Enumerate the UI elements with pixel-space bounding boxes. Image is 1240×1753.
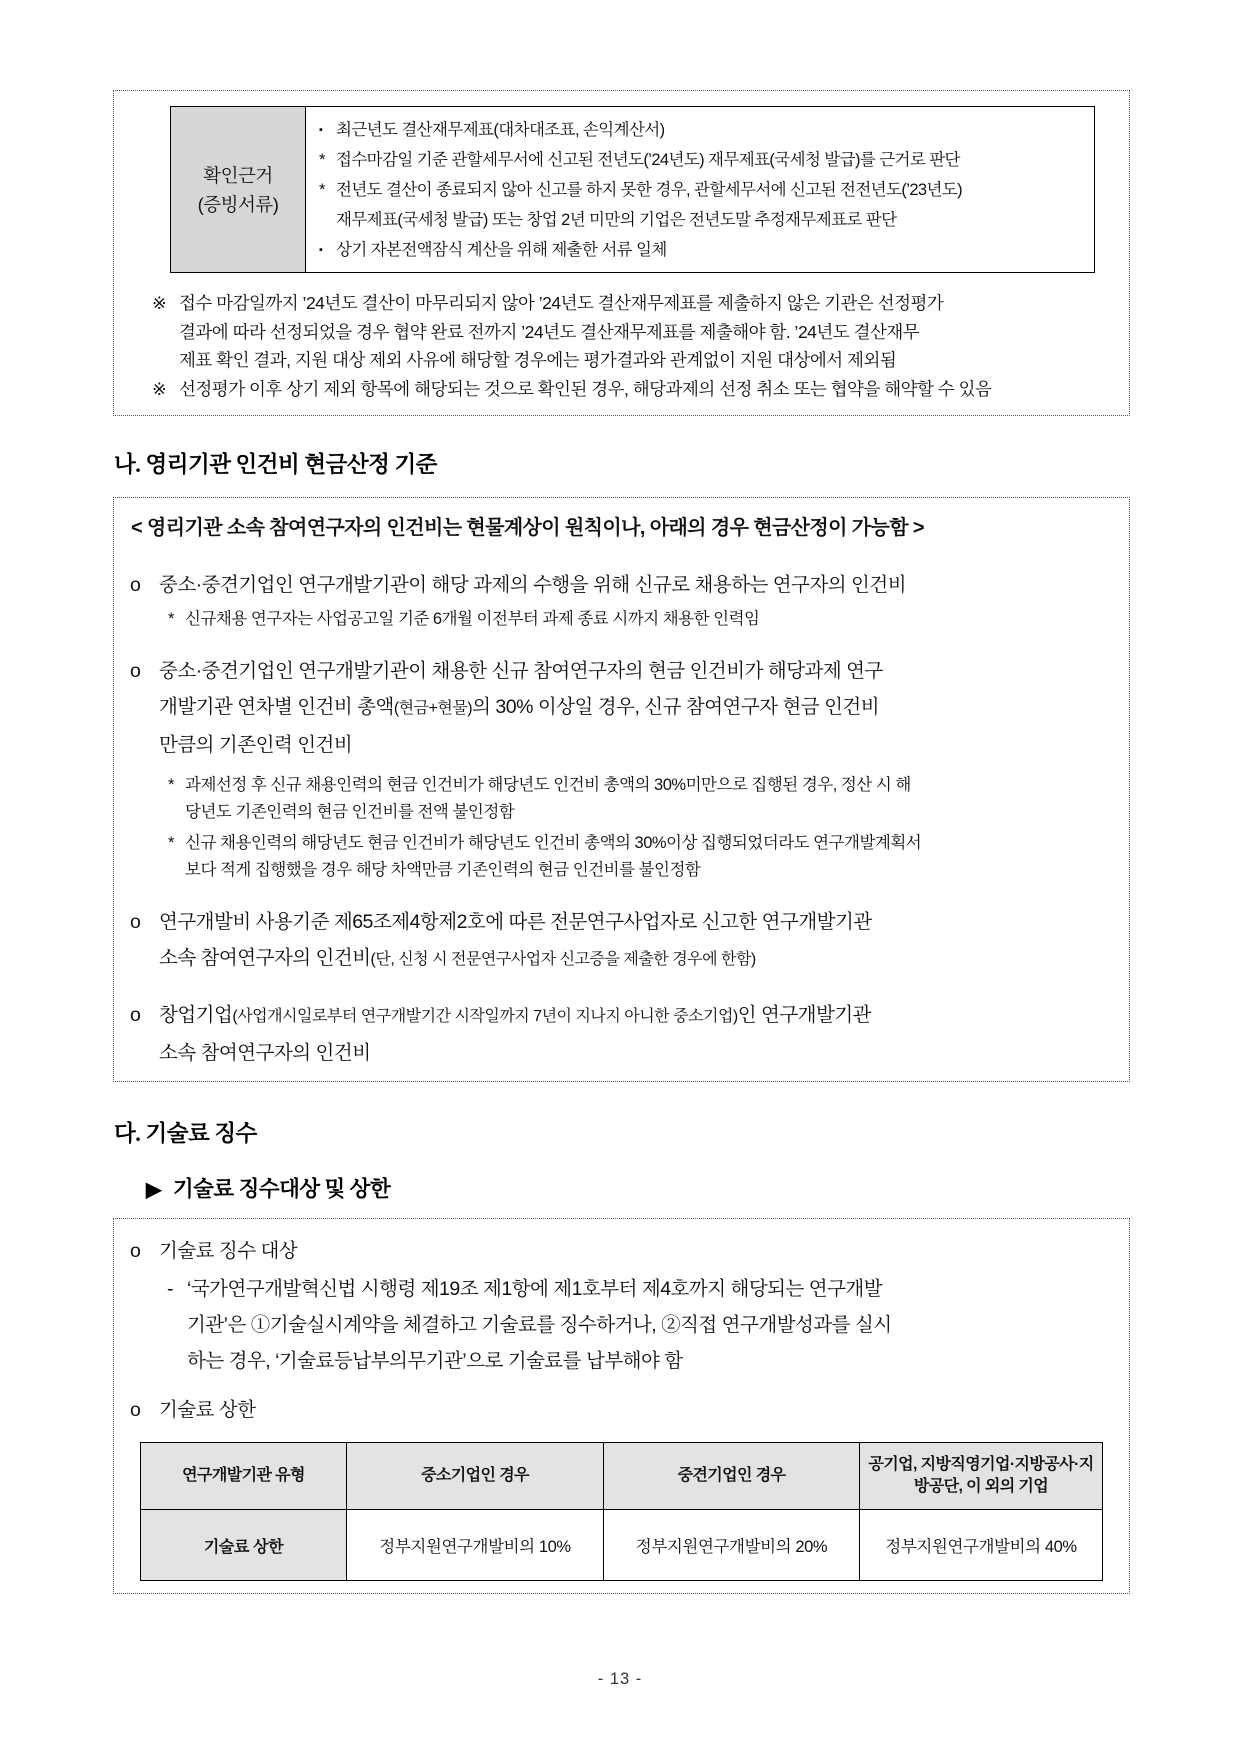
dash-line: ‘국가연구개발혁신법 시행령 제19조 제1항에 제1호부터 제4호까지 해당되는 연구개발 — [187, 1278, 883, 1300]
bullet-line: 기술료 상한 — [159, 1399, 256, 1421]
evidence-line — [319, 235, 1084, 265]
line-part-small: (사업개시일로부터 연구개발기간 시작일까지 7년이 지나지 아니한 중소기업) — [232, 1007, 738, 1025]
asterisk-marker: * — [319, 151, 325, 169]
sub-note-line: 과제선정 후 신규 채용인력의 현금 인건비가 해당년도 인건비 총액의 30%미만으로 집행된 경우, 정산 시 해 — [185, 775, 911, 794]
asterisk-marker: * — [319, 181, 325, 199]
evidence-line — [319, 115, 1084, 145]
fee-table-header: 중소기업인 경우 — [347, 1443, 604, 1510]
reference-mark: ※ — [152, 378, 167, 399]
sub-note-text-block — [185, 606, 759, 634]
bullet-item — [130, 1233, 1113, 1269]
bullet-line — [159, 997, 871, 1035]
bullet-line: 중소·중견기업인 연구개발기관이 해당 과제의 수행을 위해 신규로 채용하는 연구자의 인건비 — [159, 574, 907, 596]
bullet-text-block — [159, 1392, 256, 1428]
dash-line: 기관’은 ①기술실시계약을 체결하고 기술료를 징수하거나, ②직접 연구개발성과를 실시 — [187, 1314, 892, 1336]
sub-note-text-block — [185, 830, 921, 885]
bullet-line: 소속 참여연구자의 인건비 — [159, 1041, 371, 1064]
sub-note-line: 보다 적게 집행했을 경우 해당 차액만큼 기존인력의 현금 인건비를 불인정함 — [185, 861, 701, 879]
bullet-item — [130, 653, 1113, 885]
evidence-text: 접수마감일 기준 관할세무서에 신고된 전년도(’24년도) 재무제표(국세청 발급)를 근거로 판단 — [336, 151, 960, 169]
evidence-text: 최근년도 결산재무제표(대차대조표, 손익계산서) — [336, 121, 665, 139]
bullet-marker: o — [130, 659, 141, 682]
sub-note-line: 신규채용 연구자는 사업공고일 기준 6개월 이전부터 과제 종료 시까지 채용한 인력임 — [185, 610, 760, 628]
table-header-row — [141, 1443, 1103, 1510]
bullet-text-block — [159, 567, 906, 634]
evidence-text: 전년도 결산이 종료되지 않아 신고를 하지 못한 경우, 관할세무서에 신고된 전전년도(’23년도) — [336, 181, 963, 199]
bullet-line: 중소·중견기업인 연구개발기관이 채용한 신규 참여연구자의 현금 인건비가 해당과제 연구 — [159, 659, 883, 682]
right-triangle-icon: ▶ — [146, 1179, 161, 1201]
evidence-label-line1: 확인근거 — [203, 164, 273, 186]
box-header: < 영리기관 소속 참여연구자의 인건비는 현물계상이 원칙이나, 아래의 경우 현금산정이 가능함 > — [131, 517, 924, 539]
personnel-cost-box — [113, 497, 1130, 1082]
asterisk-marker: * — [168, 610, 175, 628]
sub-note-text-block — [185, 772, 911, 827]
note-text-block — [179, 289, 943, 375]
fee-table-header: 연구개발기관 유형 — [141, 1443, 347, 1510]
fee-row-label: 기술료 상한 — [141, 1510, 347, 1581]
line-part: 인 연구개발기관 — [737, 1003, 872, 1026]
tech-fee-subtitle — [146, 1172, 390, 1203]
sub-note — [168, 606, 906, 634]
sub-note-group — [159, 772, 921, 885]
note-line: 결과에 따라 선정되었을 경우 협약 완료 전까지 ’24년도 결산재무제표를 제출해야 함. ’24년도 결산재무 — [179, 321, 920, 342]
bullet-text-block — [159, 653, 921, 885]
bullet-marker: o — [130, 1399, 141, 1421]
evidence-label-line2: (증빙서류) — [197, 193, 279, 215]
page-number: - 13 - — [597, 1670, 643, 1688]
evidence-text: 상기 자본전액잠식 계산을 위해 제출한 서류 일체 — [336, 241, 667, 259]
line-part: 소속 참여연구자의 인건비 — [159, 946, 371, 969]
table-row — [171, 107, 1095, 273]
bullet-line: 연구개발비 사용기준 제65조제4항제2호에 따른 전문연구사업자로 신고한 연구개발기관 — [159, 910, 872, 933]
sub-note-line: 당년도 기존인력의 현금 인건비를 전액 불인정함 — [185, 803, 515, 821]
reference-mark: ※ — [152, 293, 167, 313]
bullet-text-block — [159, 997, 871, 1071]
fee-value: 정부지원연구개발비의 10% — [347, 1510, 604, 1581]
evidence-line — [319, 145, 1084, 175]
line-part: 의 30% 이상일 경우, 신규 참여연구자 현금 인건비 — [472, 695, 880, 718]
bullet-line — [159, 689, 921, 727]
evidence-line — [319, 205, 1084, 235]
bullet-marker: o — [130, 1003, 141, 1026]
bullet-marker: o — [130, 910, 141, 933]
note-line: 접수 마감일까지 ’24년도 결산이 마무리되지 않아 ’24년도 결산재무제표를 제출하지 않은 기관은 선정평가 — [179, 293, 944, 313]
evidence-content-cell — [306, 107, 1095, 273]
empty-marker — [319, 205, 336, 235]
dash-marker: - — [167, 1278, 174, 1300]
evidence-section-box — [113, 90, 1130, 416]
subtitle-text: 기술료 징수대상 및 상한 — [172, 1177, 391, 1201]
bullet-item — [130, 1392, 1113, 1428]
fee-table-header: 중견기업인 경우 — [604, 1443, 860, 1510]
bullet-line — [159, 940, 872, 978]
bullet-marker: o — [130, 1240, 141, 1262]
line-part-small: (단, 신청 시 전문연구사업자 신고증을 제출한 경우에 한함) — [370, 950, 756, 968]
tech-fee-box — [113, 1218, 1130, 1594]
bullet-item — [130, 567, 1113, 634]
bullet-line: 만큼의 기존인력 인건비 — [159, 733, 353, 756]
bullet-item — [130, 904, 1113, 978]
note-item — [152, 375, 1111, 404]
evidence-text: 재무제표(국세청 발급) 또는 창업 2년 미만의 기업은 전년도말 추정재무제표로 판단 — [336, 211, 897, 229]
square-bullet-icon: ▪ — [319, 124, 323, 136]
note-item — [152, 289, 1111, 375]
reference-notes — [152, 289, 1111, 403]
bullet-text-block — [159, 1233, 297, 1269]
asterisk-marker: * — [168, 775, 175, 794]
sub-note-line: 신규 채용인력의 해당년도 현금 인건비가 해당년도 인건비 총액의 30%이상 집행되었더라도 연구개발계획서 — [185, 833, 922, 852]
line-part: 개발기관 연차별 인건비 총액 — [159, 695, 394, 718]
table-row — [141, 1510, 1103, 1581]
tech-fee-table — [140, 1442, 1103, 1581]
sub-note — [168, 830, 921, 885]
sub-note — [168, 772, 921, 827]
dash-text-block — [187, 1271, 892, 1379]
bullet-item — [130, 997, 1113, 1071]
dash-line: 하는 경우, ‘기술료등납부의무기관’으로 기술료를 납부해야 함 — [187, 1350, 683, 1372]
evidence-line — [319, 175, 1084, 205]
note-line: 제표 확인 결과, 지원 대상 제외 사유에 해당할 경우에는 평가결과와 관계없이 지원 대상에서 제외됨 — [179, 350, 897, 370]
evidence-table — [170, 106, 1095, 273]
note-text-block — [179, 375, 991, 404]
fee-value: 정부지원연구개발비의 20% — [604, 1510, 860, 1581]
section-da-title: 다. 기술료 징수 — [114, 1121, 257, 1146]
dash-item — [167, 1271, 1113, 1379]
square-bullet-icon: ▪ — [319, 244, 323, 256]
evidence-label-cell — [171, 107, 306, 273]
fee-table-header: 공기업, 지방직영기업·지방공사·지방공단, 이 외의 기업 — [860, 1443, 1103, 1510]
bullet-line: 기술료 징수 대상 — [159, 1240, 298, 1262]
note-line: 선정평가 이후 상기 제외 항목에 해당되는 것으로 확인된 경우, 해당과제의 선정 취소 또는 협약을 해약할 수 있음 — [179, 378, 992, 399]
section-na-title: 나. 영리기관 인건비 현금산정 기준 — [114, 452, 437, 477]
line-part-small: (현금+현물) — [393, 699, 473, 717]
bullet-marker: o — [130, 574, 141, 596]
asterisk-marker: * — [168, 833, 175, 852]
line-part: 창업기업 — [159, 1003, 233, 1026]
bullet-text-block — [159, 904, 872, 978]
fee-value: 정부지원연구개발비의 40% — [860, 1510, 1103, 1581]
